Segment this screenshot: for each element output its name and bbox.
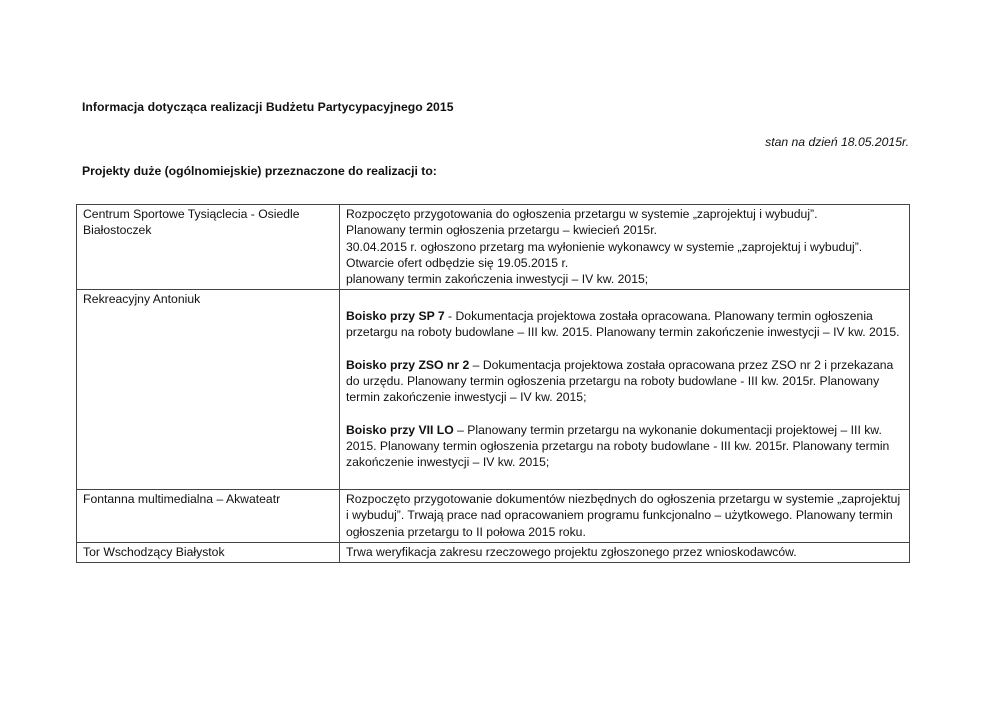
sub-project-heading: Boisko przy VII LO <box>346 422 454 437</box>
projects-table <box>76 204 910 563</box>
sub-project <box>346 422 903 471</box>
status-line: Trwa weryfikacja zakresu rzeczowego projektu zgłoszonego przez wnioskodawców. <box>346 544 797 559</box>
project-name: Tor Wschodzący Białystok <box>77 542 340 562</box>
document-subtitle: Projekty duże (ogólnomiejskie) przeznaczone do realizacji to: <box>82 164 437 178</box>
status-line: Otwarcie ofert odbędzie się 19.05.2015 r. <box>346 255 569 270</box>
sub-project-text: - Dokumentacja projektowa została opracowana. Planowany termin ogłoszenia przetargu na roboty budowlane – III kw. 2015. Planowany termin zakończenie inwestycji – IV kw. 2015. <box>346 308 900 340</box>
project-name: Centrum Sportowe Tysiąclecia - Osiedle Białostoczek <box>77 205 340 290</box>
project-status <box>340 490 910 543</box>
table-row <box>77 542 910 562</box>
project-name: Rekreacyjny Antoniuk <box>77 290 340 490</box>
status-line: Rozpoczęto przygotowanie dokumentów niezbędnych do ogłoszenia przetargu w systemie „zaprojektuj i wybuduj”. Trwają prace nad opracowaniem programu funkcjonalno – użytkowego. Planowany termin ogłoszenia przetargu to II połowa 2015 roku. <box>346 492 901 539</box>
sub-project-text: – Planowany termin przetargu na wykonanie dokumentacji projektowej – III kw. 2015. Planowany termin ogłoszenia przetargu na roboty budowlane - III kw. 2015r. Planowany termin zakończenie inwestycji – IV kw. 2015; <box>346 422 890 470</box>
status-line: Rozpoczęto przygotowania do ogłoszenia przetargu w systemie „zaprojektuj i wybuduj”. <box>346 207 818 221</box>
document-title: Informacja dotycząca realizacji Budżetu Partycypacyjnego 2015 <box>82 100 454 114</box>
status-line: Planowany termin ogłoszenia przetargu – kwiecień 2015r. <box>346 223 657 238</box>
sub-project <box>346 357 903 406</box>
table-row <box>77 205 910 290</box>
project-status <box>340 290 910 490</box>
table-row <box>77 490 910 543</box>
sub-project-heading: Boisko przy ZSO nr 2 <box>346 357 470 372</box>
project-status <box>340 542 910 562</box>
table-row <box>77 290 910 490</box>
sub-project <box>346 308 903 341</box>
status-date: stan na dzień 18.05.2015r. <box>765 135 909 149</box>
sub-project-text: – Dokumentacja projektowa została opracowana przez ZSO nr 2 i przekazana do urzędu. Planowany termin ogłoszenia przetargu na roboty budowlane - III kw. 2015r. Planowany termin zakończenie inwestycji – IV kw. 2015; <box>346 357 894 405</box>
project-name: Fontanna multimedialna – Akwateatr <box>77 490 340 543</box>
status-line: planowany termin zakończenia inwestycji – IV kw. 2015; <box>346 272 649 287</box>
sub-project-heading: Boisko przy SP 7 <box>346 308 445 323</box>
status-line: 30.04.2015 r. ogłoszono przetarg ma wyłonienie wykonawcy w systemie „zaprojektuj i wybuduj”. <box>346 239 863 254</box>
project-status <box>340 205 910 290</box>
